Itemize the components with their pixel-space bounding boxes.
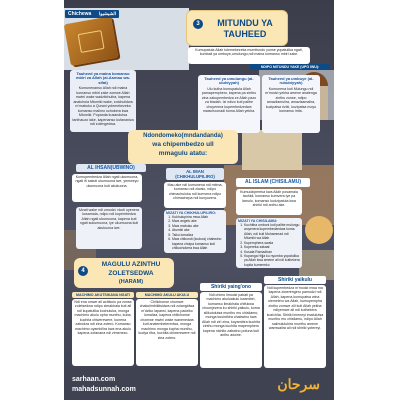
iman-body-box bbox=[164, 182, 226, 208]
minor-shirk-body-box bbox=[200, 292, 262, 368]
uluhiyyah-title: Tauheed ya umulungu (al-uluhiyyah) bbox=[204, 76, 254, 86]
haram-title-line3: (HARAM) bbox=[118, 279, 144, 285]
islam-heading: AL ISLAM (CHISILAMU) bbox=[236, 178, 310, 187]
minor-shirk-body: Ndi chimo limodzi pakati pa machimo akuluakulu kwambiri, komanso limakhala chifukwa choonjezera ku shiriki yaikulu, koma silikutulutsa munthu mu chisilamu; monga kusinthira chabwino kwa Allah ndi ziri zina, kuyambira kuchita zinthu monga kuchita mapemphero kapena ntchito zabwino pofuna kuti anthu awone. bbox=[202, 293, 260, 338]
rububiyyah-body: Kumunena kuti Mulungu ndi m'modzi yekha amene analenga zinthu zonse, ndipo amazilamulira, amazisamalira, kuzipatsa riziki, kuzipatsa moyo komanso imfa. bbox=[265, 86, 317, 114]
banner-number-badge: 3 bbox=[193, 19, 203, 29]
asmau-wa-sifat-card bbox=[70, 70, 136, 132]
major-shirk-body-box bbox=[264, 285, 326, 368]
infographic-poster bbox=[64, 0, 334, 400]
iman-pillar: 5. Tsiku lomaliza bbox=[172, 233, 224, 237]
iman-body: Mau ake ndi kumunena ndi mtima, komanso ndi ziwalo, ndipo chimachuluka ndi kumvera ndipo chimachepa ndi kunyozera. bbox=[167, 183, 223, 201]
language-arabic-label: الشيشيوا bbox=[99, 11, 116, 16]
minor-shirk-title: Shiriki yaing'ono bbox=[200, 283, 262, 291]
categories-title bbox=[128, 130, 238, 164]
iman-pillars-title: MIZATI YA CHIKHULUPILIRO: bbox=[166, 211, 217, 215]
haram-title-line1: MAGULU AZINTHU bbox=[101, 261, 161, 268]
iman-pillar: 4. Atumiki ake bbox=[172, 228, 224, 232]
tauheed-banner bbox=[186, 10, 288, 46]
minor-sins-title: MACHIMO AKUTSIKANA NGATI bbox=[72, 292, 134, 298]
asmau-wa-sifat-body: Kumunenanso Allah ndi maina komanso mbiri zake zomwe Allah mwini wake wadzitchulira, kapena anatchula Mtumiki wake, zotchulidwa m'mabuku a Qurani yolemekezeka komanso malimo ochokera kwa Mtumiki. Popanda kusandutsa tanthauzo lake, kapenanso kufananiza ndi zolengedwa. bbox=[72, 86, 134, 127]
islam-pillar: 4. Kusala Ramadhan bbox=[244, 250, 300, 254]
minor-sins-body: Ndi ena omwe ali achikulu pa zonse zoletsedwa ndipo zimakhala kuti ali ndi kupatulika kochuluka, monga machimo akulu opha munthu, kuba, kuchita chiwerewere, kunena zabodza ndi zina zotero. Komanso machimo oyambilira kwa ena akulu kapena zofanana ndi zimenezo. bbox=[74, 300, 132, 336]
ihsan-body-box bbox=[72, 174, 142, 202]
iman-pillar: 2. Mwa angelo ake bbox=[172, 219, 224, 223]
intro-box bbox=[188, 47, 310, 64]
iman-pillar: 3. Mwa mabuku ake bbox=[172, 224, 224, 228]
islam-pillar: 5. Kupanga Hijja ku nyumba yopatulika ya Allah kwa amene ali ndi kuthekera kopita kumeneko bbox=[244, 254, 300, 267]
footer-site-sarhaan[interactable]: sarhaan.com bbox=[72, 376, 116, 383]
ihsan-body: Kumupembedza Allah ngati ukumuona, ngati iti sakuti ukumuona iwe, yemweyo ukumuona kuti akukuona. bbox=[75, 175, 139, 188]
categories-title-line3: mmagulu atatu: bbox=[158, 150, 208, 157]
iman-pillars-box bbox=[164, 210, 226, 253]
islam-pillar: 1. Kuchitira umboni kuti palibe mulungu woyenera kupembedzedwa koma Allah, ndi kuti Muhammad ndi Mtumiki wa Allah bbox=[244, 223, 300, 241]
intro-text: Kumupatula Allah tolemekezeka mumitundu yonse yopatulika ngati, kumbali ya umbuye,umulungu,ndi maina komanso mbiri zake. bbox=[195, 48, 303, 57]
iman-heading bbox=[166, 168, 224, 180]
islam-body-box bbox=[236, 189, 302, 215]
minor-sins-body-box bbox=[72, 299, 134, 366]
ihsan-heading: AL IHSAN(UBWINO) bbox=[76, 164, 146, 172]
major-sins-title: MACHIMO AKULU AKULU bbox=[136, 292, 198, 298]
language-tab[interactable] bbox=[65, 10, 119, 18]
islam-pillars-box bbox=[236, 218, 302, 268]
major-shirk-body: Ndi kupembedza m'modzi mwa ma kapena ziwerengero pamodzi ndi Allah, kapena kumupatsa wina ulemelero wa Allah, kumupempha zinthu zomwe zili kuti Allah yekha ndiyemwe ali ndi kuthekera kozichita. Shiriki imeneyi imatulutsa munthu mu chisilamu, ndipo Allah sakhululukira munthu amene wamwalira ali ndi shiriki yotereyi. bbox=[266, 286, 324, 331]
islam-pillars-title: MIZATI YA CHISILAMU: bbox=[238, 219, 278, 223]
categories-title-line2: wa chipembedzo ull bbox=[152, 141, 214, 148]
iman-pillar: 1. Kukhulupirira mwa Allah bbox=[172, 215, 224, 219]
islam-body: Kumudzipereka kwa Allah posamala tauhidi, komanso kumvera iye pa lamulo, komanso kudzipatula kwa shiriki ndi anthu ake. bbox=[240, 190, 298, 208]
uluhiyyah-card bbox=[198, 75, 260, 133]
minor-shirk-card bbox=[200, 283, 262, 369]
major-shirk-title: Shiriki yaikulu bbox=[264, 276, 326, 284]
major-shirk-card bbox=[264, 276, 326, 369]
ihsan-pillar-box bbox=[76, 207, 142, 249]
banner-title-line1: MITUNDU YA bbox=[217, 18, 273, 28]
minor-sins-card bbox=[72, 292, 134, 369]
islam-pillar: 2. Kupemphera swala bbox=[244, 241, 300, 245]
categories-title-line1: Ndondomeko(mndandanda) bbox=[143, 133, 223, 139]
iman-pillars-list bbox=[166, 215, 224, 250]
major-sins-body: Chilichonse chomwe chakulimbikitsidwa ndi zolangidwa m'dziko lapansi, kapena padziko lomaliza, kapena chilichonse chomwe mwini wake wanenedwa kuti anatembeleredwa, monga machimo monga kupha munthu, kudya riba, kuchita chiwerewere ndi zina zotero. bbox=[138, 300, 196, 340]
haram-title-line2: ZOLETSEDWA bbox=[108, 270, 154, 277]
ihsan-body2: Mzati wake ndi umodzi: nkuti uyenera kusamala, ndipo ndi kupembedza Allah ngati ukumuona, kapena kuti ngati sukumuona, iye ukumuona kuti akukuona iwe. bbox=[79, 208, 139, 230]
quran-book-illustration bbox=[64, 16, 118, 66]
banner-title-line2: TAUHEED bbox=[223, 29, 267, 39]
islam-pillar: 3. Kupereka zakaat bbox=[244, 245, 300, 249]
islam-pillars-list bbox=[238, 223, 300, 267]
sarhaan-logo: سرحان bbox=[277, 376, 320, 392]
rububiyyah-card bbox=[262, 75, 320, 133]
language-label: Chichewa bbox=[68, 11, 92, 17]
haram-number-badge: 4 bbox=[78, 266, 88, 276]
footer-site-mahadsunnah[interactable]: mahadsunnah.com bbox=[72, 386, 136, 393]
uluhiyyah-body: Ulu kutha kumupatula Allah pamapemphero, kapena pa zinthu zina zakupembedza ze Allah pazo za ibadah. Izi ndizo kuti palibe choyenera kupembedzedwa mwachoonadi koma Allah yekha. bbox=[201, 86, 257, 114]
major-sins-card bbox=[136, 292, 198, 369]
haram-banner bbox=[74, 258, 174, 288]
asmau-wa-sifat-title: Tauheed ya maina komanso mbiri za Allah (al-Asmau wa-sifat) bbox=[75, 71, 131, 85]
intro-subheading: NDIPO MITUNDU YAKE (UPO IWU): bbox=[250, 64, 330, 70]
rububiyyah-title: Tauheed ya umbuye (al-rububiyyah) bbox=[268, 76, 314, 86]
iman-pillar: 6. Mwa chikondi (kudura) chabwino kapena choipa komanso kuti chikuchokera kwa Allah bbox=[172, 237, 224, 250]
major-sins-body-box bbox=[136, 299, 198, 366]
iman-heading-text: AL IMAN (CHIKHULUPILIRO) bbox=[175, 169, 215, 180]
footer bbox=[64, 372, 334, 400]
